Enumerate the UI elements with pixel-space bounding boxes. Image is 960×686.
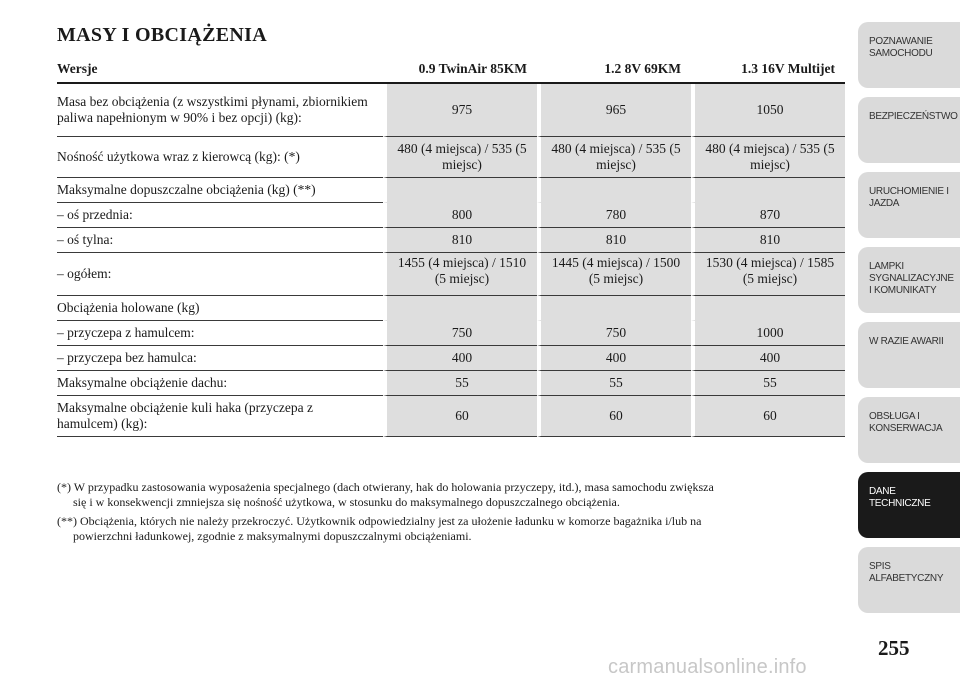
value-cell: 480 (4 miejsca) / 535 (5 miejsc): [383, 137, 537, 178]
tab-spis-alfabetyczny[interactable]: [858, 547, 960, 613]
watermark: carmanualsonline.info: [608, 656, 807, 678]
tab-label-line: POZNAWANIE: [869, 36, 933, 47]
value-cell: 1000: [691, 321, 845, 346]
value-cell: 965: [537, 84, 691, 137]
tab-label-line: OBSŁUGA I: [869, 411, 920, 422]
specs-table: [57, 56, 845, 437]
row-label-max-loads: Maksymalne dopuszczalne obciążenia (kg) (**): [57, 178, 383, 203]
page-number: 255: [878, 636, 910, 660]
value-cell: 400: [383, 346, 537, 371]
tab-label-line: BEZPIECZEŃSTWO: [869, 111, 958, 122]
row-label-hitch-load: Maksymalne obciążenie kuli haka (przyczepa z hamulcem) (kg):: [57, 396, 383, 437]
row-label-trailer-unbraked: – przyczepa bez hamulca:: [57, 346, 383, 371]
tab-label-line: ALFABETYCZNY: [869, 573, 944, 584]
value-cell: 810: [691, 228, 845, 253]
table-header-row: [57, 56, 845, 84]
tab-label-line: DANE: [869, 486, 896, 497]
tab-label-line: SPIS: [869, 561, 891, 572]
value-cell: 1455 (4 miejsca) / 1510 (5 miejsc): [383, 253, 537, 296]
footnote-text-continued: się i w konsekwencji zmniejsza się nośność użytkowa, w stosunku do maksymalnego dopuszczalnego obciążenia.: [73, 495, 620, 509]
value-cell: 480 (4 miejsca) / 535 (5 miejsc): [537, 137, 691, 178]
tab-label-line: SAMOCHODU: [869, 48, 933, 59]
tab-obsluga-i-konserwacja[interactable]: [858, 397, 960, 463]
value-cell: 60: [383, 396, 537, 437]
value-cell: 1050: [691, 84, 845, 137]
column-header-multijet: 1.3 16V Multijet: [691, 56, 845, 84]
value-cell: 750: [383, 321, 537, 346]
value-cell: 800: [383, 203, 537, 228]
footnote-text-continued: powierzchni ładunkowej, zgodnie z maksymalnymi dopuszczalnymi obciążeniami.: [73, 529, 472, 543]
table-row: [57, 203, 845, 228]
row-label-total: – ogółem:: [57, 253, 383, 296]
row-label-payload: Nośność użytkowa wraz z kierowcą (kg): (*): [57, 137, 383, 178]
tab-label-line: SYGNALIZACYJNE: [869, 273, 954, 284]
row-label-rear-axle: – oś tylna:: [57, 228, 383, 253]
tab-label-line: URUCHOMIENIE I: [869, 186, 949, 197]
footnote-text: Obciążenia, których nie należy przekroczyć. Użytkownik odpowiedzialny jest za ułożenie ładunku w komorze bagażnika i/lub na: [80, 514, 702, 528]
column-header-versions: Wersje: [57, 56, 383, 84]
value-cell-empty: [383, 178, 537, 203]
value-cell: 870: [691, 203, 845, 228]
row-label-towed-loads: Obciążenia holowane (kg): [57, 296, 383, 321]
tab-bezpieczenstwo[interactable]: [858, 97, 960, 163]
value-cell-empty: [537, 296, 691, 321]
footnote-1: [57, 480, 843, 510]
tab-poznawanie-samochodu[interactable]: [858, 22, 960, 88]
table-row: [57, 346, 845, 371]
value-cell: 750: [537, 321, 691, 346]
table-row: [57, 178, 845, 203]
value-cell: 60: [691, 396, 845, 437]
value-cell: 400: [691, 346, 845, 371]
value-cell: 55: [537, 371, 691, 396]
row-label-front-axle: – oś przednia:: [57, 203, 383, 228]
footnote-marker: (**): [57, 514, 77, 528]
tab-label-line: W RAZIE AWARII: [869, 336, 944, 347]
row-label-unladen-mass: Masa bez obciążenia (z wszystkimi płynami, zbiornikiem paliwa napełnionym w 90% i bez opcji) (kg):: [57, 84, 383, 137]
table-row: [57, 296, 845, 321]
page-title: MASY I OBCIĄŻENIA: [57, 24, 267, 46]
value-cell-empty: [383, 296, 537, 321]
table-row: [57, 84, 845, 137]
value-cell: 810: [537, 228, 691, 253]
value-cell: 60: [537, 396, 691, 437]
value-cell: 810: [383, 228, 537, 253]
table-row: [57, 253, 845, 296]
value-cell: 400: [537, 346, 691, 371]
value-cell: 780: [537, 203, 691, 228]
value-cell-empty: [691, 178, 845, 203]
tab-dane-techniczne[interactable]: [858, 472, 960, 538]
value-cell-empty: [537, 178, 691, 203]
value-cell: 1445 (4 miejsca) / 1500 (5 miejsc): [537, 253, 691, 296]
table-row: [57, 228, 845, 253]
tab-label-line: TECHNICZNE: [869, 498, 931, 509]
table-row: [57, 371, 845, 396]
value-cell-empty: [691, 296, 845, 321]
row-label-roof-load: Maksymalne obciążenie dachu:: [57, 371, 383, 396]
table-row: [57, 321, 845, 346]
value-cell: 1530 (4 miejsca) / 1585 (5 miejsc): [691, 253, 845, 296]
chapter-tabs: [858, 22, 960, 622]
tab-label-line: JAZDA: [869, 198, 900, 209]
table-row: [57, 396, 845, 437]
value-cell: 480 (4 miejsca) / 535 (5 miejsc): [691, 137, 845, 178]
table-row: [57, 137, 845, 178]
tab-w-razie-awarii[interactable]: [858, 322, 960, 388]
footnote-text: W przypadku zastosowania wyposażenia specjalnego (dach otwierany, hak do holowania przyczepy, itd.), masa samochodu zwiększa: [73, 480, 714, 494]
footnote-marker: (*): [57, 480, 71, 494]
value-cell: 55: [691, 371, 845, 396]
row-label-trailer-braked: – przyczepa z hamulcem:: [57, 321, 383, 346]
tab-lampki-sygnalizacyjne[interactable]: [858, 247, 960, 313]
column-header-twinair: 0.9 TwinAir 85KM: [383, 56, 537, 84]
tab-uruchomienie-i-jazda[interactable]: [858, 172, 960, 238]
tab-label-line: LAMPKI: [869, 261, 904, 272]
value-cell: 975: [383, 84, 537, 137]
tab-label-line: KONSERWACJA: [869, 423, 943, 434]
value-cell: 55: [383, 371, 537, 396]
column-header-8v: 1.2 8V 69KM: [537, 56, 691, 84]
tab-label-line: I KOMUNIKATY: [869, 285, 937, 296]
footnote-2: [57, 514, 843, 544]
